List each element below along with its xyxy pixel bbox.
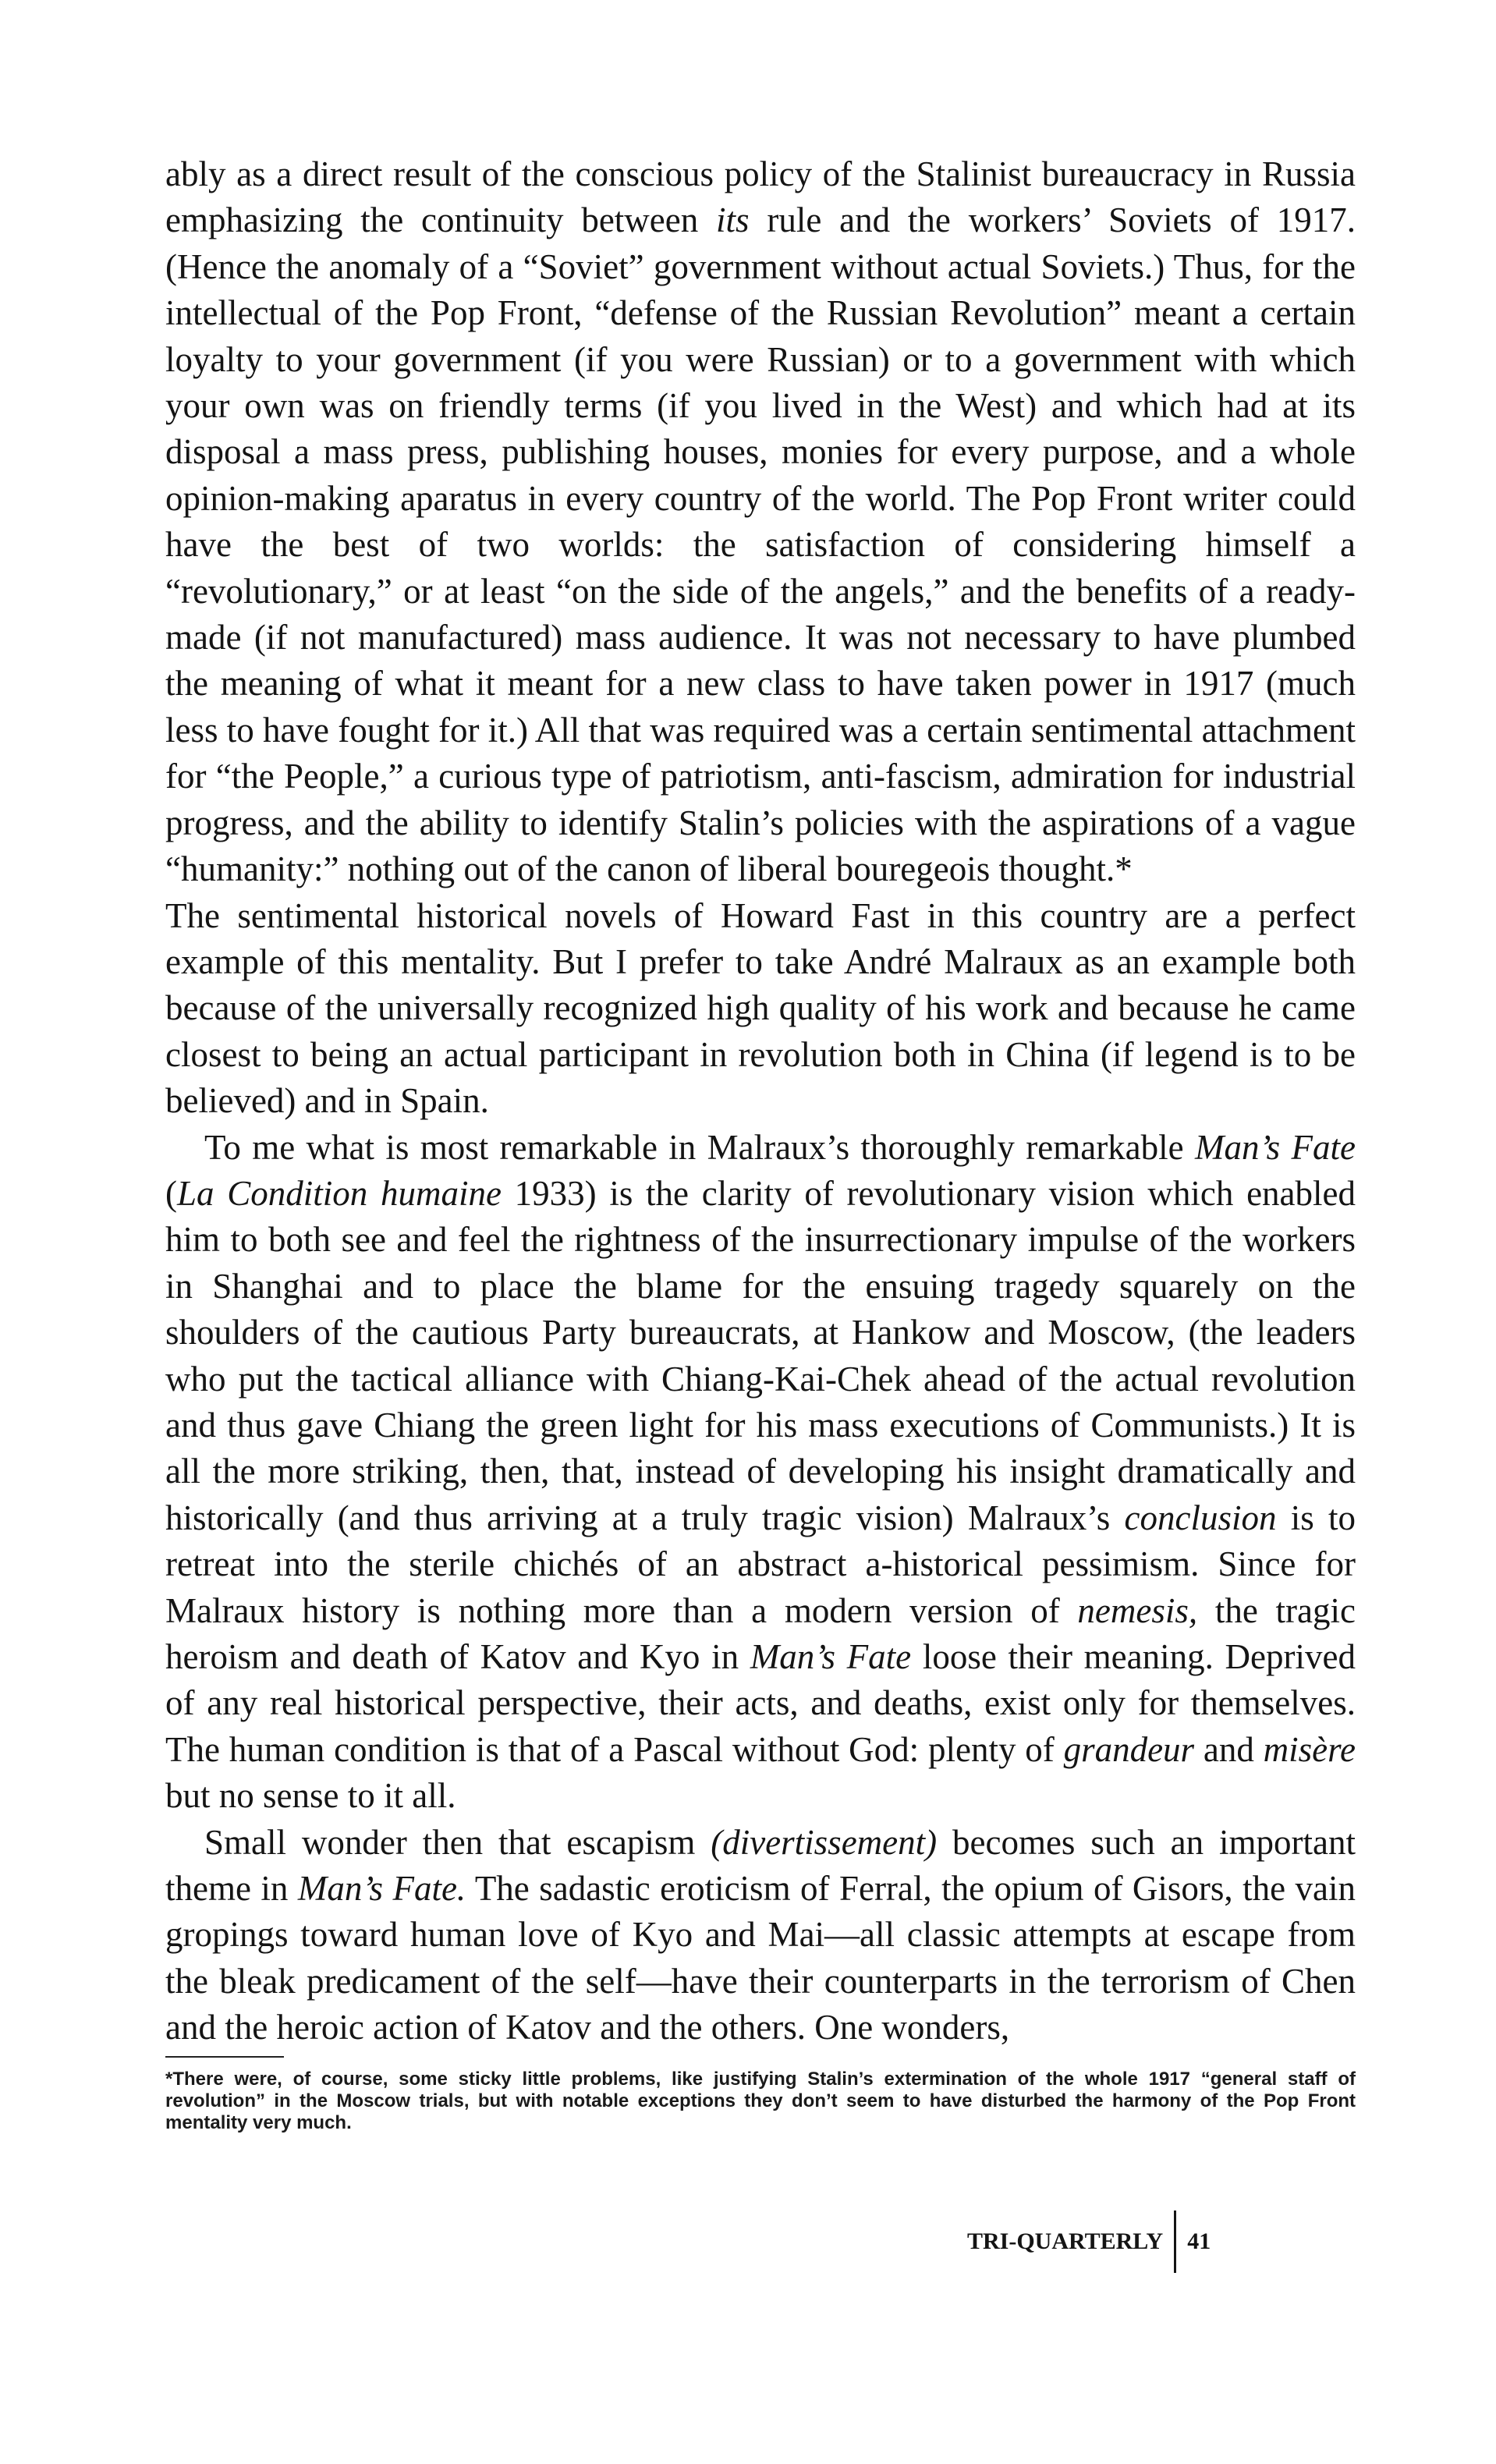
paragraph (165, 1125, 1356, 1820)
page-number: 41 (1187, 2228, 1211, 2254)
body-text (165, 151, 1356, 2051)
text-run: is to retreat into the sterile chichés of an abstract a-historical pessimism. Since for Malraux history is nothing more than a modern version of (165, 1498, 1356, 1630)
text-run: 1933) is the clarity of revolutionary vision which enabled him to both see and feel the rightness of the insurrectionary impulse of the workers in Shanghai and to place the blame for the ensuing tragedy squarely on the shoulders of the cautious Party bureaucrats, at Hankow and Moscow, (the leaders who put the tactical alliance with Chiang-Kai-Chek ahead of the actual revolution and thus gave Chiang the green light for his mass executions of Communists.) It is all the more striking, then, that, instead of developing his insight dramatically and historically (and thus arriving at a truly tragic vision) Malraux’s (165, 1173, 1356, 1537)
text-run: and (1194, 1729, 1264, 1769)
italic-text: La Condition humaine (177, 1173, 502, 1213)
text-run: becomes such an important theme in (165, 1822, 1356, 1909)
footnote: *There were, of course, some sticky little problems, like justifying Stalin’s extermination of the whole 1917 “general staff of revolution” in the Moscow trials, but with notable exceptions they don’t seem to have disturbed the harmony of the Pop Front mentality very much. (165, 2069, 1356, 2133)
italic-text: (divertissement) (711, 1822, 938, 1862)
text-run: ably as a direct result of the conscious policy of the Stalinist bureaucracy in Russia emphasizing the continuity between (165, 154, 1356, 240)
text-run: The sentimental historical novels of Howard Fast in this country are a perfect example of this mentality. But I prefer to take André Malraux as an example both because of the universally recognized high quality of his work and because he came closest to being an actual participant in revolution both in China (if legend is to be believed) and in Spain. (165, 895, 1356, 1121)
italic-text: nemesis, (1077, 1590, 1198, 1630)
italic-text: conclusion (1124, 1498, 1277, 1537)
folio (967, 2211, 1211, 2273)
italic-text: grandeur (1063, 1729, 1195, 1769)
footnote-rule (165, 2056, 284, 2058)
paragraph (165, 893, 1356, 1125)
italic-text: Man’s Fate (750, 1637, 912, 1676)
italic-text: misère (1263, 1729, 1356, 1769)
italic-text: Man’s Fate (1194, 1127, 1356, 1167)
text-run: The sadastic eroticism of Ferral, the opium of Gisors, the vain gropings toward human love of Kyo and Mai—all classic attempts at escape from the bleak predicament of the self—have their counterparts in the terrorism of Chen and the heroic action of Katov and the others. One wonders, (165, 1869, 1356, 2047)
paragraph (165, 151, 1356, 893)
text-run: loose their meaning. Deprived of any real historical perspective, their acts, and deaths, exist only for themselves. The human condition is that of a Pascal without God: plenty of (165, 1637, 1356, 1769)
text-run: Small wonder then that escapism (204, 1822, 711, 1862)
italic-text: Man’s Fate. (297, 1869, 466, 1909)
text-run: the tragic heroism and death of Katov and Kyo in (165, 1590, 1356, 1676)
italic-text: its (716, 200, 750, 240)
text-run: but no sense to it all. (165, 1776, 456, 1816)
journal-title: TRI-QUARTERLY (967, 2228, 1164, 2254)
text-run: To me what is most remarkable in Malraux’s thoroughly remarkable (204, 1127, 1195, 1167)
paragraph (165, 1820, 1356, 2051)
text-run: ( (165, 1173, 177, 1213)
text-run: rule and the workers’ Soviets of 1917. (Hence the anomaly of a “Soviet” government without actual Soviets.) Thus, for the intellectual of the Pop Front, “defense of the Russian Revolution” meant a certain loyalty to your government (if you were Russian) or to a government with which your own was on friendly terms (if you lived in the West) and which had at its disposal a mass press, publishing houses, monies for every purpose, and a whole opinion-making aparatus in every country of the world. The Pop Front writer could have the best of two worlds: the satisfaction of considering himself a “revolutionary,” or at least “on the side of the angels,” and the benefits of a ready-made (if not manufactured) mass audience. It was not necessary to have plumbed the meaning of what it meant for a new class to have taken power in 1917 (much less to have fought for it.) All that was required was a certain sentimental attachment for “the People,” a curious type of patriotism, anti-fascism, admiration for industrial progress, and the ability to identify Stalin’s policies with the aspirations of a vague “humanity:” nothing out of the canon of liberal bouregeois thought.* (165, 200, 1356, 889)
